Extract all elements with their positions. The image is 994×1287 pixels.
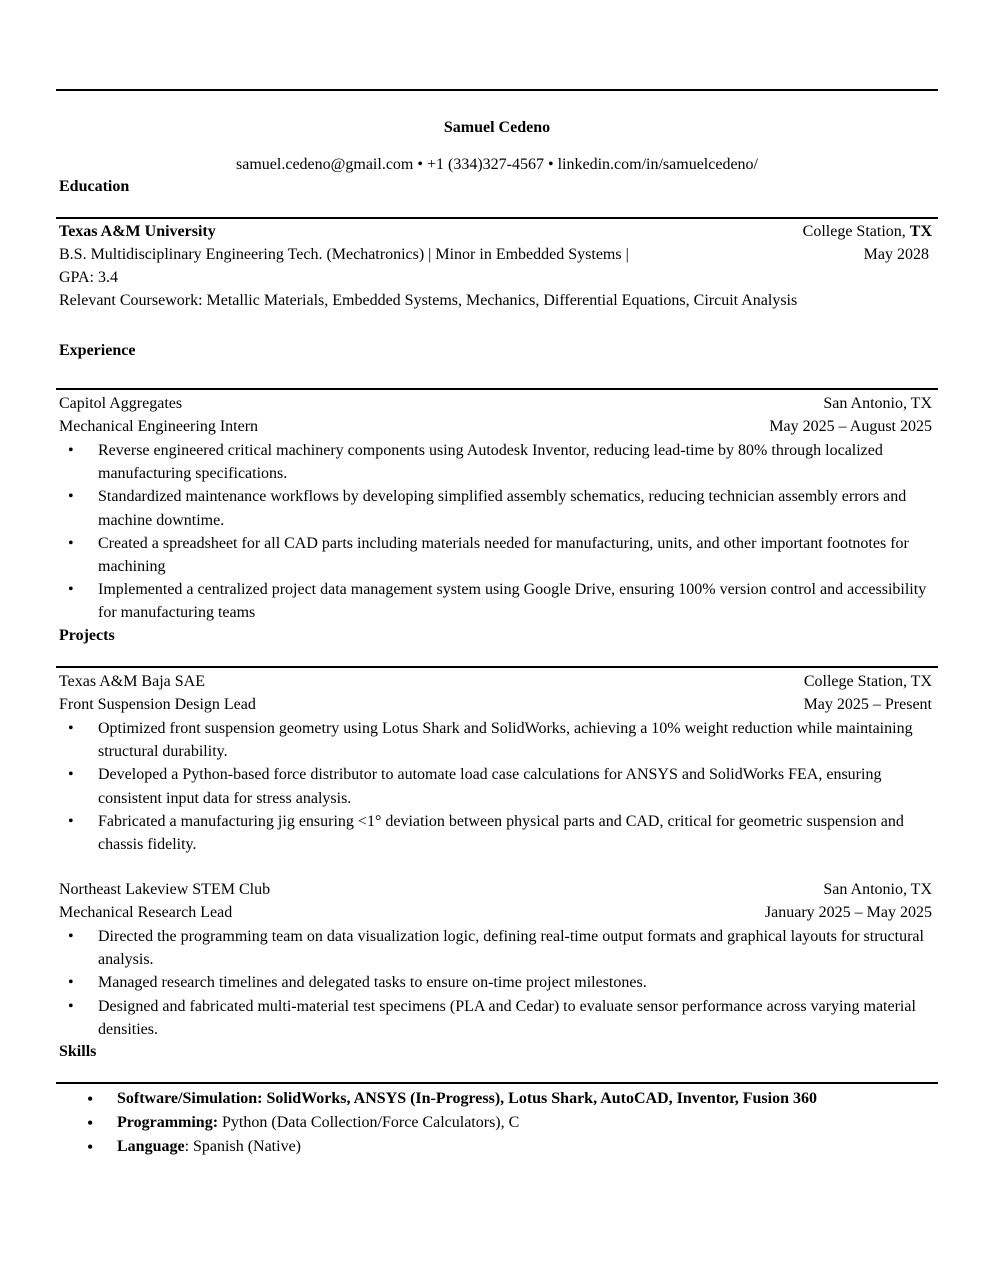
bullet-item: [59, 763, 939, 809]
skill-value: Python (Data Collection/Force Calculators), C: [218, 1114, 520, 1131]
bullet-text: Optimized front suspension geometry using Lotus Shark and SolidWorks, achieving a 10% weight reduction while maintaining structural durability.: [98, 720, 913, 761]
education-coursework-row: [59, 289, 932, 312]
project-org-row: [59, 878, 932, 901]
degree: B.S. Multidisciplinary Engineering Tech. (Mechatronics) | Minor in Embedded Systems |: [59, 246, 629, 263]
bullet-text: Standardized maintenance workflows by developing simplified assembly schematics, reducing technician assembly errors and machine downtime.: [98, 488, 907, 529]
education-degree-row: [59, 243, 932, 266]
bullet-icon: •: [87, 1089, 94, 1109]
org-name: Capitol Aggregates: [59, 395, 183, 412]
skills-rule: [56, 1082, 938, 1084]
bullet-icon: •: [68, 720, 74, 737]
bullet-item: [59, 578, 939, 624]
school-location: [803, 220, 932, 243]
contact-line: [0, 155, 994, 175]
section-title-skills: Skills: [59, 1043, 97, 1060]
bullet-text: Developed a Python-based force distributor to automate load case calculations for ANSYS and SolidWorks FEA, ensuring consistent input data for stress analysis.: [98, 766, 882, 807]
phone-number: +1 (334)327-4567: [426, 156, 544, 173]
bullet-item: [59, 810, 939, 856]
project-bullets: [59, 717, 939, 856]
coursework: Relevant Coursework: Metallic Materials, Embedded Systems, Mechanics, Differential Equations, Circuit Analysis: [59, 292, 798, 309]
graduation-date: May 2028: [863, 246, 929, 263]
project-role-row: [59, 901, 932, 924]
project-role: Mechanical Research Lead: [59, 904, 233, 921]
email-link[interactable]: samuel.cedeno@gmail.com: [236, 156, 414, 173]
project-role-row: [59, 693, 932, 716]
bullet-icon: •: [68, 812, 74, 830]
linkedin-link[interactable]: linkedin.com/in/samuelcedeno/: [557, 156, 758, 173]
bullet-icon: •: [68, 974, 74, 992]
experience-org-row: [59, 392, 932, 415]
skill-label: Programming:: [117, 1114, 219, 1131]
role-title: Mechanical Engineering Intern: [59, 418, 259, 435]
section-title-projects: Projects: [59, 627, 115, 644]
bullet-text: Reverse engineered critical machinery components using Autodesk Inventor, reducing lead-time by 80% through localized manufacturing specifications.: [98, 442, 883, 483]
education-gpa-row: [59, 266, 932, 289]
bullet-item: [59, 439, 939, 485]
bullet-text: Implemented a centralized project data management system using Google Drive, ensuring 100% version control and accessibility for manufacturing teams: [98, 581, 927, 622]
school-city: College Station,: [802, 223, 906, 240]
skill-item: [59, 1087, 939, 1111]
skills-list: [59, 1087, 939, 1159]
project-location: College Station, TX: [803, 673, 932, 690]
project-dates: January 2025 – May 2025: [764, 904, 932, 921]
skill-label: Software/Simulation: SolidWorks, ANSYS (In-Progress), Lotus Shark, AutoCAD, Inventor, Fusion 360: [117, 1090, 817, 1107]
experience-role-row: [59, 415, 932, 438]
bullet-icon: •: [68, 766, 74, 784]
experience-bullets: [59, 439, 939, 625]
bullet-text: Designed and fabricated multi-material test specimens (PLA and Cedar) to evaluate sensor performance across varying material densities.: [98, 997, 916, 1038]
role-dates: May 2025 – August 2025: [769, 418, 932, 435]
skill-item: [59, 1111, 939, 1135]
bullet-icon: •: [68, 488, 74, 506]
separator: •: [547, 156, 554, 173]
bullet-icon: •: [68, 997, 74, 1015]
school-state: TX: [909, 223, 932, 240]
top-rule: [56, 89, 938, 91]
org-location: San Antonio, TX: [823, 395, 932, 412]
project-org-name: Northeast Lakeview STEM Club: [59, 881, 271, 898]
project-role: Front Suspension Design Lead: [59, 696, 256, 713]
bullet-icon: •: [87, 1137, 94, 1157]
bullet-icon: •: [68, 442, 74, 459]
section-title-experience: Experience: [59, 342, 136, 359]
bullet-item: [59, 485, 939, 531]
bullet-icon: •: [68, 581, 74, 599]
project-org-row: [59, 670, 932, 693]
project-org-name: Texas A&M Baja SAE: [59, 673, 205, 690]
gpa: GPA: 3.4: [59, 269, 118, 286]
bullet-icon: •: [68, 928, 74, 945]
bullet-item: [59, 971, 939, 994]
projects-rule: [56, 666, 938, 668]
bullet-item: [59, 925, 939, 971]
school-name: Texas A&M University: [59, 223, 216, 240]
project-dates: May 2025 – Present: [803, 696, 932, 713]
bullet-item: [59, 995, 939, 1041]
bullet-text: Managed research timelines and delegated tasks to ensure on-time project milestones.: [98, 974, 647, 992]
project-bullets: [59, 925, 939, 1041]
project-location: San Antonio, TX: [823, 881, 932, 898]
bullet-icon: •: [87, 1113, 94, 1133]
bullet-text: Fabricated a manufacturing jig ensuring <1° deviation between physical parts and CAD, critical for geometric suspension and chassis fidelity.: [98, 812, 904, 854]
separator: •: [417, 156, 423, 173]
skill-value: : Spanish (Native): [184, 1138, 301, 1155]
experience-rule: [56, 388, 938, 390]
bullet-icon: •: [68, 534, 74, 552]
education-rule: [56, 217, 938, 219]
skill-label: Language: [117, 1138, 185, 1155]
skill-item: [59, 1135, 939, 1159]
candidate-name: Samuel Cedeno: [443, 119, 551, 136]
education-school-row: [59, 220, 932, 243]
bullet-item: [59, 532, 939, 578]
section-title-education: Education: [59, 178, 130, 195]
bullet-text: Created a spreadsheet for all CAD parts including materials needed for manufacturing, units, and other important footnotes for machining: [98, 534, 909, 576]
bullet-text: Directed the programming team on data visualization logic, defining real-time output formats and graphical layouts for structural analysis.: [98, 928, 924, 969]
bullet-item: [59, 717, 939, 763]
